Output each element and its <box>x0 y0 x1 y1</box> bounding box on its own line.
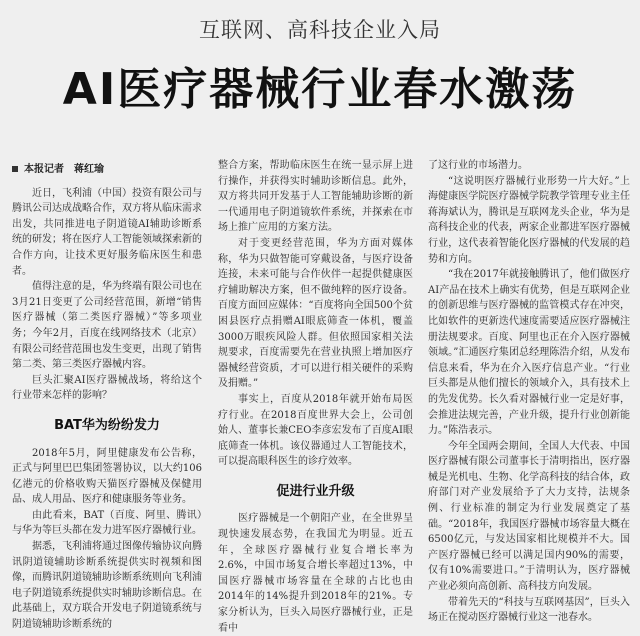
paragraph: 据悉，飞利浦将通过图像传输协议向腾讯阴道镜辅助诊断系统提供实时视频和图像，而腾讯阴道镜辅助诊断系统则向飞利浦电子阴道镜系统提供实时辅助诊断信息。在此基础上，双方联合开发电子阴道镜系统与阴道镜辅助诊断系统的 <box>12 541 202 631</box>
paragraph: 今年全国两会期间，全国人大代表、中国医疗器械有限公司董事长于清明指出，医疗器械是光机电、生物、化学高科技的结合体，政府部门对产业发展给予了大力支持，法规条例、行业标准的制定为行业发展奠定了基础。“2018年，我国医疗器械市场容量大概在6500亿元，与发达国家相比规模并不大。国产医疗器械已经可以满足国内90%的需要，仅有10%需要进口。”于清明认为，医疗器械产业必须向高创新、高科技方向发展。 <box>428 440 630 593</box>
paragraph: 医疗器械是一个朝阳产业，在全世界呈现快速发展态势，在我国尤为明显。近五年，全球医疗器械行业复合增长率为2.6%，中国市场复合增长率超过13%，中国医疗器械市场容量在全球的占比也由2014年的14%提升到2018年的21%。专家分析认为，巨头入局医疗器械行业，正是看中 <box>218 513 413 634</box>
paragraph: 带着先天的“科技与互联网基因”，巨头入场正在搅动医疗器械行业这一池春水。 <box>428 596 630 624</box>
subhead: BAT华为纷纷发力 <box>54 417 160 433</box>
paragraph: 由此看来，BAT（百度、阿里、腾讯）与华为等巨头都在发力进军医疗器械行业。 <box>12 509 202 537</box>
byline-text: 本报记者 蒋红瑜 <box>24 164 104 175</box>
paragraph: 巨头汇聚AI医疗器械战场，将给这个行业带来怎样的影响？ <box>12 374 202 402</box>
paragraph: 整合方案，帮助临床医生在统一显示屏上进行操作，并获得实时辅助诊断信息。此外，双方将共同开发基于人工智能辅助诊断的新一代通用电子阴道镜软件系统，并探索在市场上推广应用的方案方法。 <box>218 160 413 234</box>
column-2 <box>218 158 413 634</box>
paragraph: “这说明医疗器械行业形势一片大好。”上海健康医学院医疗器械学院教学管理专业主任蒋海斌认为，腾讯是互联网龙头企业，华为是高科技企业的代表，两家企业都进军医疗器械行业，这代表着智能化医疗器械的代发展的趋势和方向。 <box>428 175 630 265</box>
square-bullet-icon <box>12 166 18 172</box>
headline: AI医疗器械行业春水激荡 <box>62 64 578 115</box>
column-3 <box>428 158 630 624</box>
paragraph: “我在2017年就接触腾讯了，他们做医疗AI产品在技术上确实有优势，但是互联网企业的创新思维与医疗器械的监管模式存在冲突，比如软件的更新迭代速度需要适应医疗器械注册法规要求。百度、阿里也正在介入医疗器械领域。”汇通医疗集团总经理陈浩介绍，从发布信息来看，华为在介入医疗信息产业。“行业巨头都是从他们擅长的领域介入，具有技术上的先发优势。长久看对器械行业一定是好事，会推进法规完善，产业升级，提升行业创新能力。”陈浩表示。 <box>428 269 630 437</box>
paragraph: 了这行业的市场潜力。 <box>428 160 528 171</box>
paragraph: 2018年5月，阿里健康发布公告称，正式与阿里巴巴集团签署协议，以大约106亿港元的价格收购天猫医疗器械及保健用品、成人用品、医疗和健康服务等业务。 <box>12 447 202 506</box>
byline <box>12 162 202 178</box>
paragraph: 值得注意的是，华为终端有限公司也在3月21日变更了公司经营范围，新增“销售医疗器械（第二类医疗器械）”等多项业务；今年2月，百度在线网络技术（北京）有限公司经营范围也发生变更，出现了销售第二类、第三类医疗器械内容。 <box>12 281 202 371</box>
paragraph: 事实上，百度从2018年就开始布局医疗行业。在2018百度世界大会上，公司创始人、董事长兼CEO李彦宏发布了百度AI眼底筛查一体机。该仪器通过人工智能技术，可以提高眼科医生的诊疗效率。 <box>218 393 413 468</box>
column-1 <box>12 162 202 631</box>
paragraph: 对于变更经营范围，华为方面对媒体称，华为只做智能可穿戴设备，与医疗设备连接，未来可能与合作伙伴一起提供健康医疗辅助解决方案，但不做纯粹的医疗设备。百度方面回应媒体：“百度将向全国500个贫困县医疗点捐赠AI眼底筛查一体机，覆盖3000万眼疾风险人群。但依照国家相关法规要求，百度需要先在营业执照上增加医疗器械经营资质，才可以进行相关硬件的采购及捐赠。” <box>218 237 413 390</box>
paragraph: 近日，飞利浦（中国）投资有限公司与腾讯公司达成战略合作，双方将从临床需求出发，共同推进电子阴道镜AI辅助诊断系统的研发；将在医疗人工智能领域探索新的合作方向，让技术更好服务临床医生和患者。 <box>12 187 202 277</box>
subhead: 促进行业升级 <box>276 483 355 499</box>
kicker: 互联网、高科技企业入局 <box>199 18 441 42</box>
